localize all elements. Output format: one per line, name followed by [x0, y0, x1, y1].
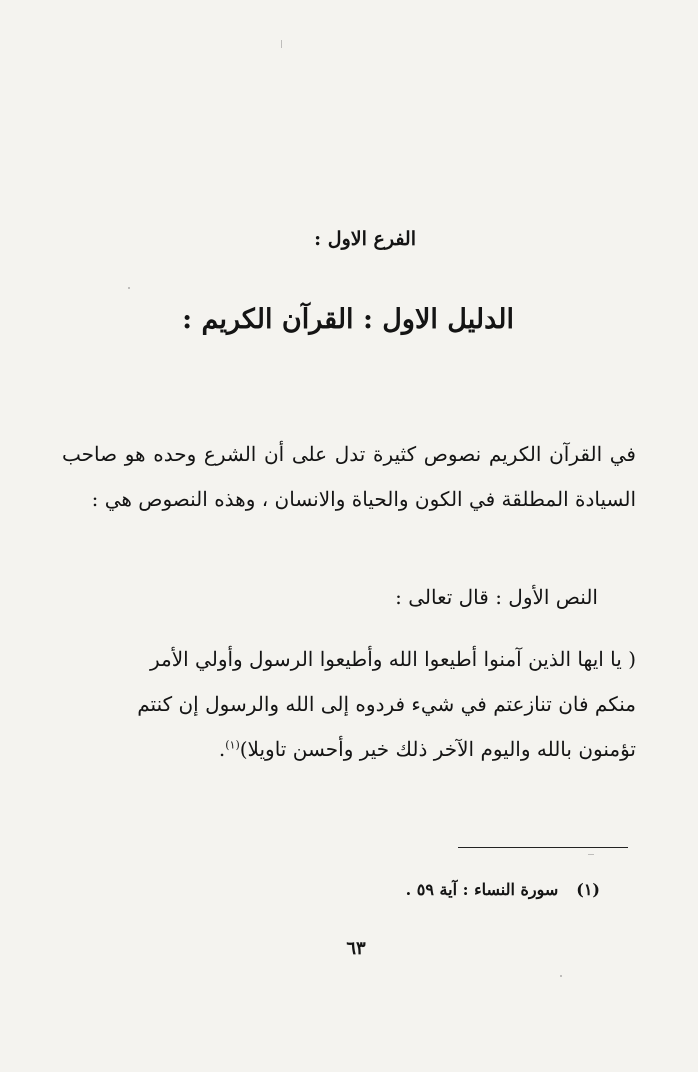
text-label: النص الأول : قال تعالى :: [395, 585, 598, 609]
verse-end: .: [218, 737, 226, 761]
footnote: [406, 880, 600, 899]
chapter-heading: الدليل الاول : القرآن الكريم :: [182, 304, 514, 335]
verse-line: ( يا ايها الذين آمنوا أطيعوا الله وأطيعوا الرسول وأولي الأمر: [149, 647, 636, 671]
verse-line-text: تؤمنون بالله واليوم الآخر ذلك خير وأحسن تاويلا): [239, 737, 636, 761]
footnote-divider: [458, 847, 628, 848]
scan-speck: [281, 40, 282, 48]
page-number: ٦٣: [346, 938, 366, 959]
section-label: الفرع الاول :: [314, 228, 416, 250]
footnote-text: سورة النساء : آية ٥٩ .: [405, 880, 559, 899]
verse-line: منكم فان تنازعتم في شيء فردوه إلى الله والرسول إن كنتم: [137, 692, 636, 716]
scan-speck: [588, 854, 594, 855]
scan-speck: [560, 975, 562, 977]
intro-paragraph: في القرآن الكريم نصوص كثيرة تدل على أن الشرع وحده هو صاحب السيادة المطلقة في الكون والحياة والانسان ، وهذه النصوص هي :: [62, 442, 636, 511]
footnote-ref: (١): [225, 738, 240, 752]
scan-speck: [128, 287, 130, 289]
verse-line-last: [62, 727, 636, 772]
footnote-number: (١): [576, 880, 600, 899]
verse-paragraph: [62, 637, 636, 772]
